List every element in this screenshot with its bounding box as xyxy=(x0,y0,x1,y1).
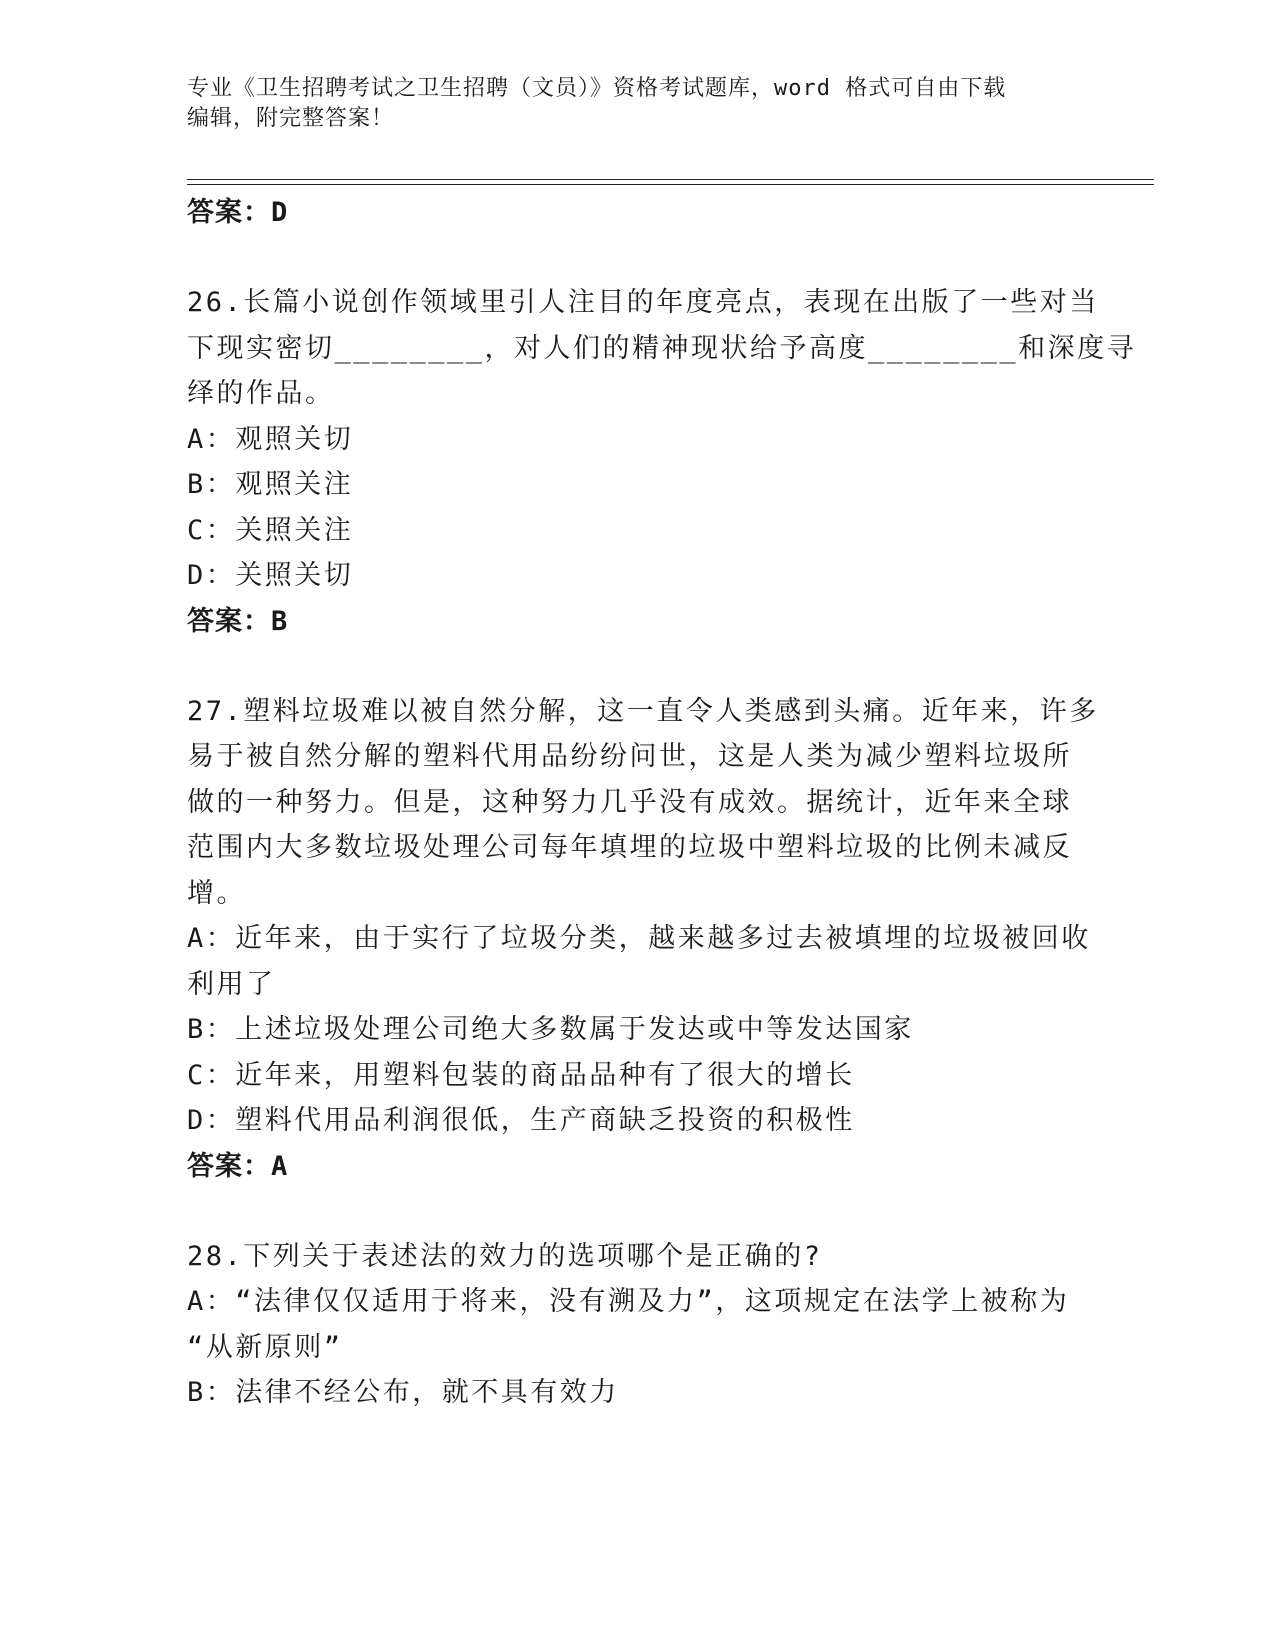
question-26-line-3: 绎的作品。 xyxy=(187,378,335,409)
answer-27: 答案：A xyxy=(187,1150,289,1182)
question-26-line-2: 下现实密切________，对人们的精神现状给予高度________和深度寻 xyxy=(187,332,1137,364)
header-line-1: 专业《卫生招聘考试之卫生招聘（文员）》资格考试题库，word 格式可自由下载 xyxy=(187,76,1007,101)
question-27-line-4: 范围内大多数垃圾处理公司每年填埋的垃圾中塑料垃圾的比例未减反 xyxy=(187,832,1072,863)
question-26-option-a: A：观照关切 xyxy=(187,423,354,455)
question-27-line-3: 做的一种努力。但是，这种努力几乎没有成效。据统计，近年来全球 xyxy=(187,786,1072,818)
question-27-option-a: A：近年来，由于实行了垃圾分类，越来越多过去被填埋的垃圾被回收 xyxy=(187,923,1091,954)
header-rule-top xyxy=(187,179,1154,180)
answer-25: 答案：D xyxy=(187,197,289,228)
question-28-option-a-cont: “从新原则” xyxy=(187,1331,343,1363)
question-26-option-d: D：关照关切 xyxy=(187,560,354,591)
question-27-line-1: 27.塑料垃圾难以被自然分解，这一直令人类感到头痛。近年来，许多 xyxy=(187,695,1099,727)
spacer xyxy=(187,1189,1087,1234)
question-28 xyxy=(187,1234,1087,1416)
answer-26: 答案：B xyxy=(187,605,289,637)
question-27 xyxy=(187,689,1099,1189)
question-27-line-5: 增。 xyxy=(187,877,246,909)
spacer xyxy=(187,235,1087,280)
question-28-option-b: B：法律不经公布，就不具有效力 xyxy=(187,1377,619,1408)
question-28-line-1: 28.下列关于表述法的效力的选项哪个是正确的? xyxy=(187,1240,823,1272)
question-27-option-d: D：塑料代用品利润很低，生产商缺乏投资的积极性 xyxy=(187,1105,855,1136)
question-26-line-1: 26.长篇小说创作领域里引人注目的年度亮点，表现在出版了一些对当 xyxy=(187,287,1099,318)
question-27-line-2: 易于被自然分解的塑料代用品纷纷问世，这是人类为减少塑料垃圾所 xyxy=(187,741,1072,772)
document-header xyxy=(187,74,1087,134)
spacer xyxy=(187,644,1087,689)
question-26 xyxy=(187,280,1137,644)
header-rule-bottom xyxy=(187,184,1154,185)
question-28-option-a: A：“法律仅仅适用于将来，没有溯及力”，这项规定在法学上被称为 xyxy=(187,1286,1070,1317)
question-27-option-b: B：上述垃圾处理公司绝大多数属于发达或中等发达国家 xyxy=(187,1014,914,1045)
question-26-option-c: C：关照关注 xyxy=(187,514,354,546)
question-list xyxy=(187,190,1137,1416)
header-line-2: 编辑，附完整答案！ xyxy=(187,106,395,131)
question-27-option-a-cont: 利用了 xyxy=(187,968,276,1000)
question-27-option-c: C：近年来，用塑料包装的商品品种有了很大的增长 xyxy=(187,1059,855,1091)
question-26-option-b: B：观照关注 xyxy=(187,469,354,500)
